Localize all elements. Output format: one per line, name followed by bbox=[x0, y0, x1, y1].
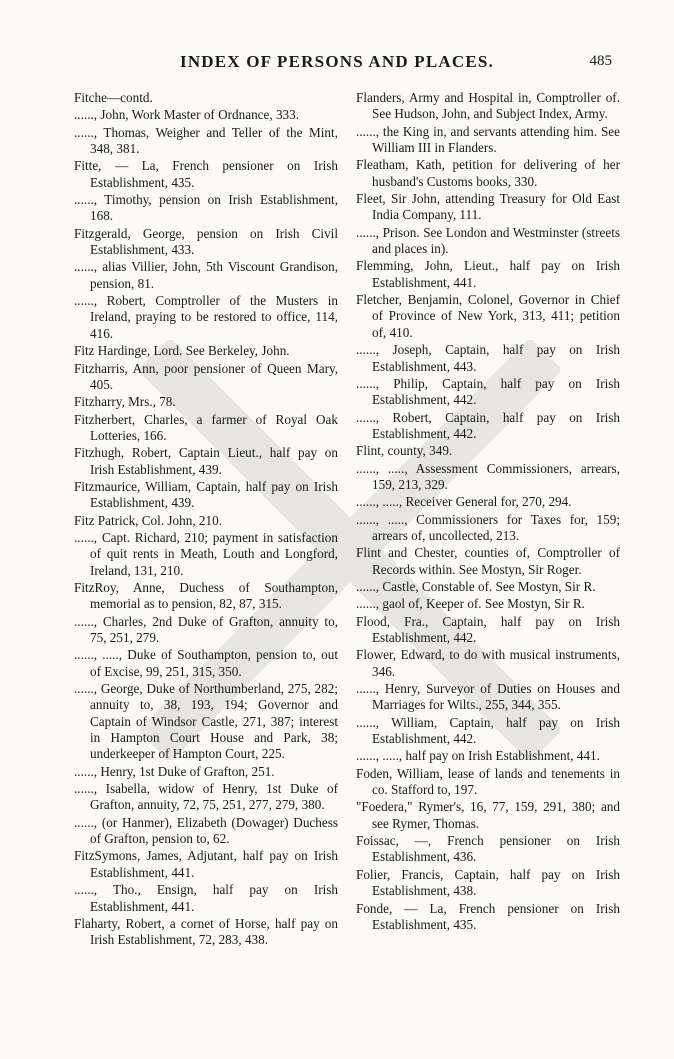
index-entry: ......, Henry, 1st Duke of Grafton, 251. bbox=[74, 763, 275, 779]
index-entry: ......, Capt. Richard, 210; payment in satisfaction of quit rents in Meath, Louth and Longford, Ireland, 131, 210. bbox=[74, 529, 338, 578]
index-entry: ......, ....., Receiver General for, 270, 294. bbox=[356, 494, 572, 510]
index-entry: ......, gaol of, Keeper of. See Mostyn, Sir R. bbox=[356, 596, 585, 612]
index-entry: Foissac, —, French pensioner on Irish Establishment, 436. bbox=[356, 833, 620, 865]
index-entry: Fitzhugh, Robert, Captain Lieut., half pay on Irish Establishment, 439. bbox=[74, 445, 338, 477]
index-entry: ......, Robert, Captain, half pay on Irish Establishment, 442. bbox=[356, 409, 620, 441]
index-entry: ......, Henry, Surveyor of Duties on Houses and Marriages for Wilts., 255, 344, 355. bbox=[356, 681, 620, 713]
index-entry: Fleet, Sir John, attending Treasury for Old East India Company, 111. bbox=[356, 191, 620, 223]
index-entry: ......, John, Work Master of Ordnance, 333. bbox=[74, 107, 300, 123]
index-entry: ......, ....., Duke of Southampton, pension to, out of Excise, 99, 251, 315, 350. bbox=[74, 647, 338, 679]
index-entry: ......, Isabella, widow of Henry, 1st Duke of Grafton, annuity, 72, 75, 251, 277, 279, 380. bbox=[74, 781, 338, 813]
index-entry: Fitzharris, Ann, poor pensioner of Queen Mary, 405. bbox=[74, 360, 338, 392]
index-entry: Fitte, — La, French pensioner on Irish Establishment, 435. bbox=[74, 158, 338, 190]
index-entry: Fonde, — La, French pensioner on Irish Establishment, 435. bbox=[356, 900, 620, 932]
index-entry: ......, Robert, Comptroller of the Musters in Ireland, praying to be restored to office, 114, 416. bbox=[74, 293, 338, 341]
index-entry: ......, Timothy, pension on Irish Establishment, 168. bbox=[74, 192, 338, 224]
index-entry: Flemming, John, Lieut., half pay on Irish Establishment, 441. bbox=[356, 258, 620, 290]
index-entry: Fitzherbert, Charles, a farmer of Royal Oak Lotteries, 166. bbox=[74, 411, 338, 443]
index-entry: Flood, Fra., Captain, half pay on Irish Establishment, 442. bbox=[356, 613, 620, 645]
index-column-left bbox=[74, 90, 338, 950]
index-entry: ......, the King in, and servants attending him. See William III in Flanders. bbox=[356, 123, 620, 156]
index-entry: FitzSymons, James, Adjutant, half pay on Irish Establishment, 441. bbox=[74, 848, 338, 880]
index-entry: Fitche—contd. bbox=[74, 90, 153, 105]
index-entry: ......, Tho., Ensign, half pay on Irish Establishment, 441. bbox=[74, 882, 338, 914]
index-entry: ......, ....., half pay on Irish Establishment, 441. bbox=[356, 748, 600, 764]
index-entry: Fleatham, Kath, petition for delivering of her husband's Customs books, 330. bbox=[356, 157, 620, 189]
index-entry: ......, William, Captain, half pay on Irish Establishment, 442. bbox=[356, 714, 620, 747]
index-entry: ......, George, Duke of Northumberland, 275, 282; annuity to, 38, 193, 194; Governor and Captain of Windsor Castle, 271, 387; interest in Hampton Court House and Park, 38; underkeeper of Hampton Court, 225. bbox=[74, 681, 338, 762]
index-entry: "Foedera," Rymer's, 16, 77, 159, 291, 380; and see Rymer, Thomas. bbox=[356, 799, 620, 831]
index-entry: Fitzmaurice, William, Captain, half pay on Irish Establishment, 439. bbox=[74, 478, 338, 511]
index-entry: ......, Philip, Captain, half pay on Irish Establishment, 442. bbox=[356, 375, 620, 408]
index-entry: Flint, county, 349. bbox=[356, 443, 453, 459]
index-entry: ......, ....., Assessment Commissioners, arrears, 159, 213, 329. bbox=[356, 460, 620, 492]
index-entry: ......, Thomas, Weigher and Teller of the Mint, 348, 381. bbox=[74, 124, 338, 157]
index-entry: Flaharty, Robert, a cornet of Horse, half pay on Irish Establishment, 72, 283, 438. bbox=[74, 915, 338, 948]
index-entry: Fletcher, Benjamin, Colonel, Governor in Chief of Province of New York, 313, 411; petition of, 410. bbox=[356, 292, 620, 340]
page-number: 485 bbox=[589, 53, 612, 69]
index-entry: ......, Prison. See London and Westminster (streets and places in). bbox=[356, 224, 620, 257]
index-entry: ......, alias Villier, John, 5th Viscount Grandison, pension, 81. bbox=[74, 259, 338, 291]
index-entry: Flower, Edward, to do with musical instruments, 346. bbox=[356, 647, 620, 679]
index-entry: Foden, William, lease of lands and tenements in co. Stafford to, 197. bbox=[356, 765, 620, 798]
index-entry: ......, ....., Commissioners for Taxes for, 159; arrears of, uncollected, 213. bbox=[356, 511, 620, 543]
index-entry: Fitzharry, Mrs., 78. bbox=[74, 394, 176, 410]
running-title: INDEX OF PERSONS AND PLACES. bbox=[180, 52, 494, 71]
index-entry: Fitzgerald, George, pension on Irish Civil Establishment, 433. bbox=[74, 225, 338, 258]
index-entry: Flanders, Army and Hospital in, Comptroller of. See Hudson, John, and Subject Index, Army. bbox=[356, 90, 620, 122]
index-entry: Flint and Chester, counties of, Comptroller of Records within. See Mostyn, Sir Roger. bbox=[356, 545, 620, 577]
index-entry: Fitz Patrick, Col. John, 210. bbox=[74, 512, 222, 528]
page-header bbox=[0, 52, 674, 76]
index-entry: ......, Castle, Constable of. See Mostyn, Sir R. bbox=[356, 578, 596, 594]
index-entry: Fitz Hardinge, Lord. See Berkeley, John. bbox=[74, 343, 290, 359]
index-entry: ......, Charles, 2nd Duke of Grafton, annuity to, 75, 251, 279. bbox=[74, 613, 338, 645]
index-entry: Folier, Francis, Captain, half pay on Irish Establishment, 438. bbox=[356, 866, 620, 899]
index-entry: ......, (or Hanmer), Elizabeth (Dowager) Duchess of Grafton, pension to, 62. bbox=[74, 814, 338, 847]
index-entry: ......, Joseph, Captain, half pay on Irish Establishment, 443. bbox=[356, 342, 620, 374]
index-column-right bbox=[356, 90, 620, 934]
index-entry: FitzRoy, Anne, Duchess of Southampton, memorial as to pension, 82, 87, 315. bbox=[74, 579, 338, 612]
